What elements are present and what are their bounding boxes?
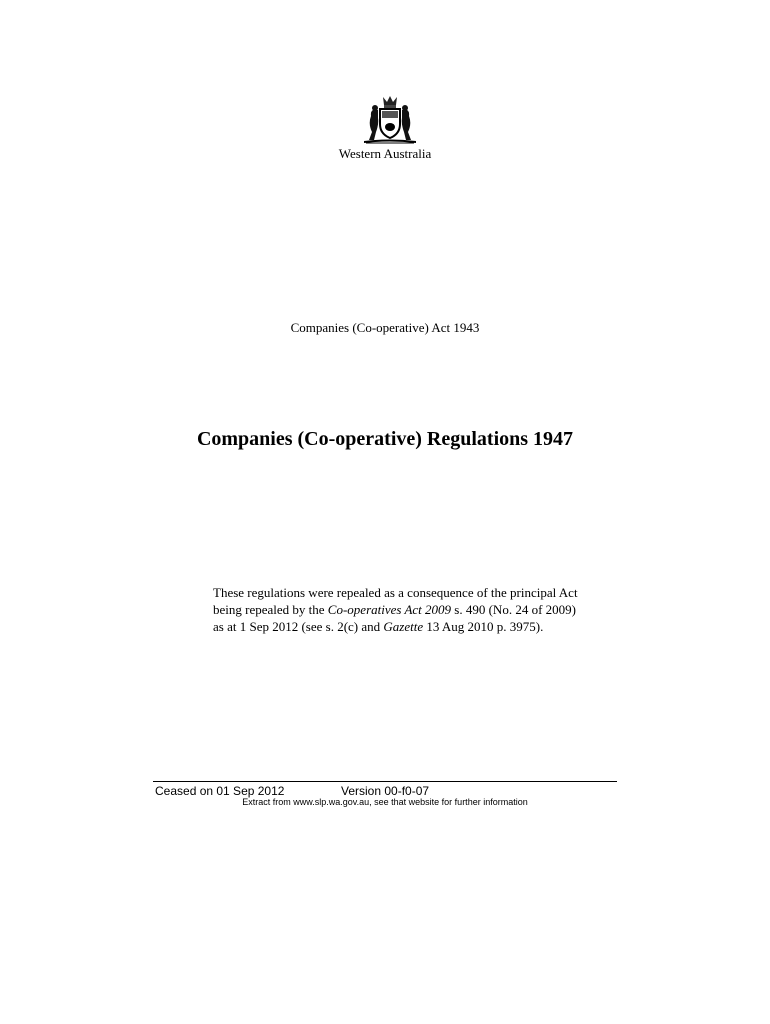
- repeal-note-text: s. 490 (No. 24 of 2009): [451, 602, 576, 617]
- footer-divider: [153, 781, 617, 782]
- extract-source-note: Extract from www.slp.wa.gov.au, see that website for further information: [242, 797, 528, 807]
- repeal-note: [213, 584, 633, 635]
- version-label: Version 00-f0-07: [341, 784, 430, 798]
- repeal-note-line-1: These regulations were repealed as a consequence of the principal Act: [213, 585, 578, 600]
- coat-of-arms-icon: [358, 94, 422, 146]
- cited-act-name: Co-operatives Act 2009: [327, 602, 452, 617]
- jurisdiction-label: Western Australia: [338, 146, 432, 161]
- gazette-reference: Gazette: [383, 619, 424, 634]
- document-title: Companies (Co-operative) Regulations 1947: [196, 428, 574, 450]
- repeal-note-line-2: [213, 601, 633, 618]
- principal-act-name: Companies (Co-operative) Act 1943: [290, 320, 480, 335]
- repeal-note-text: being repealed by the: [213, 602, 328, 617]
- repeal-note-line-3: [213, 618, 633, 635]
- ceased-status: Ceased on 01 Sep 2012: [155, 784, 285, 798]
- repeal-note-text: as at 1 Sep 2012 (see s. 2(c) and: [213, 619, 384, 634]
- repeal-note-text: 13 Aug 2010 p. 3975).: [423, 619, 544, 634]
